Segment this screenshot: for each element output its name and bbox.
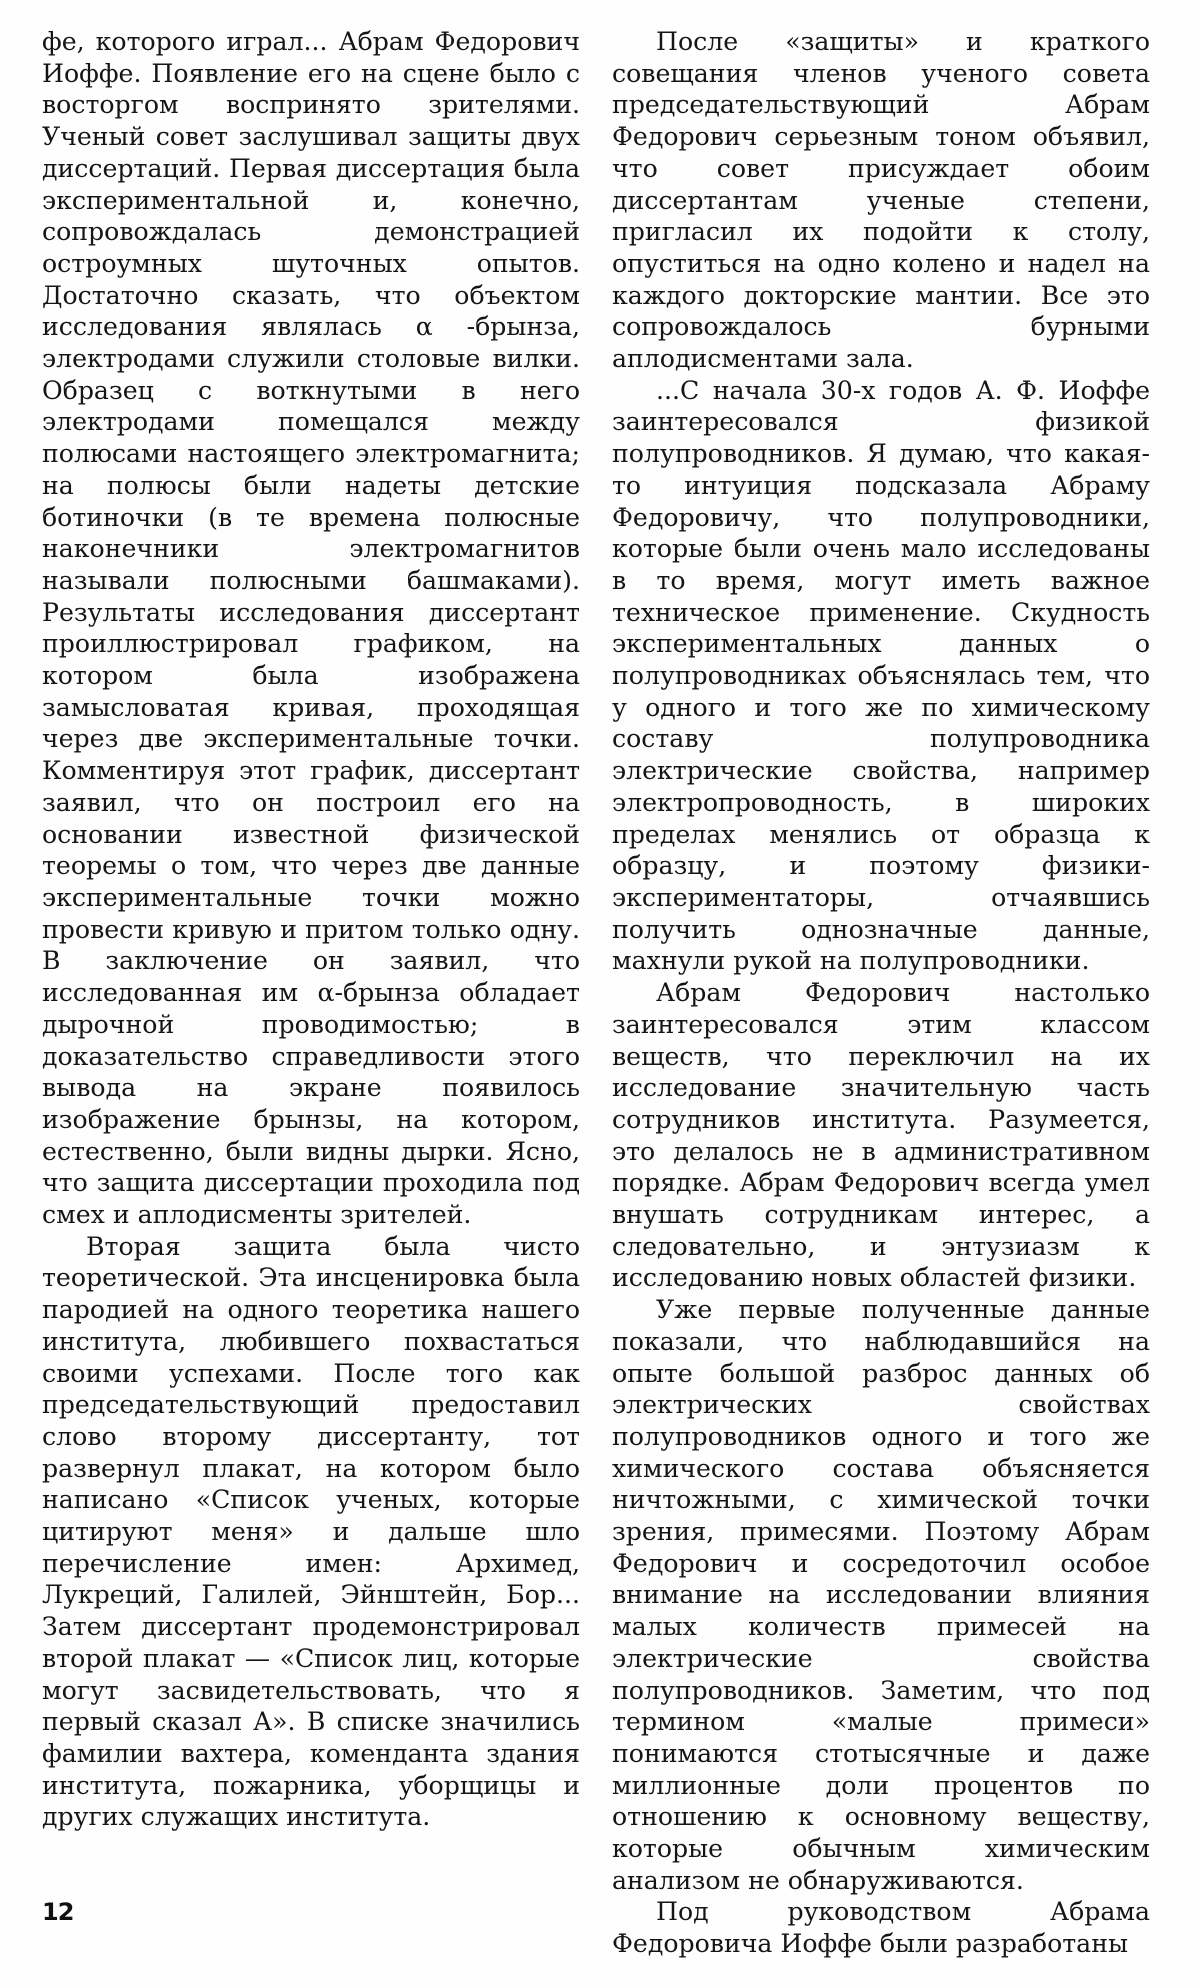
right-paragraph-1: После «защиты» и краткого совещания членов ученого совета председательствующий Абрам Федорович серьезным тоном объявил, что совет присуждает обоим диссертантам ученые степени, пригласил их подойти к столу, опуститься на одно колено и надел на каждого докторские мантии. Все это сопровождалось бурными аплодисментами зала. — [612, 27, 1150, 374]
right-text-column — [612, 26, 1150, 1960]
left-text-column — [42, 26, 580, 1833]
right-paragraph-4: Уже первые полученные данные показали, что наблюдавшийся на опыте большой разброс данных об электрических свойствах полупроводников одного и того же химического состава объясняется ничтожными, с химической точки зрения, примесями. Поэтому Абрам Федорович и сосредоточил особое внимание на исследовании влияния малых количеств примесей на электрические свойства полупроводников. Заметим, что под термином «малые примеси» понимаются стотысячные и даже миллионные доли процентов по отношению к основному веществу, которые обычным химическим анализом не обнаруживаются. — [612, 1295, 1150, 1895]
page-number: 12 — [42, 1898, 74, 1926]
right-paragraph-3: Абрам Федорович настолько заинтересовался этим классом веществ, что переключил на их исследование значительную часть сотрудников института. Разумеется, это делалось не в административном порядке. Абрам Федорович всегда умел внушать сотрудникам интерес, а следовательно, и энтузиазм к исследованию новых областей физики. — [612, 978, 1150, 1293]
right-paragraph-5: Под руководством Абрама Федоровича Иоффе были разработаны — [612, 1897, 1150, 1959]
left-paragraph-1: фе, которого играл... Абрам Федорович Иоффе. Появление его на сцене было с восторгом воспринято зрителями. Ученый совет заслушивал защиты двух диссертаций. Первая диссертация была экспериментальной и, конечно, сопровождалась демонстрацией остроумных шуточных опытов. Достаточно сказать, что объектом исследования являлась α -брынза, электродами служили столовые вилки. Образец с воткнутыми в него электродами помещался между полюсами настоящего электромагнита; на полюсы были надеты детские ботиночки (в те времена полюсные наконечники электромагнитов называли полюсными башмаками). Результаты исследования диссертант проиллюстрировал графиком, на котором была изображена замысловатая кривая, проходящая через две экспериментальные точки. Комментируя этот график, диссертант заявил, что он построил его на основании известной физической теоремы о том, что через две данные экспериментальные точки можно провести кривую и притом только одну. В заключение он заявил, что исследованная им α-брынза обладает дырочной проводимостью; в доказательство справедливости этого вывода на экране появилось изображение брынзы, на котором, естественно, были видны дырки. Ясно, что защита диссертации проходила под смех и аплодисменты зрителей. — [42, 27, 580, 1230]
left-paragraph-2: Вторая защита была чисто теоретической. Эта инсценировка была пародией на одного теоретика нашего института, любившего похвастаться своими успехами. После того как председательствующий предоставил слово второму диссертанту, тот развернул плакат, на котором было написано «Список ученых, которые цитируют меня» и дальше шло перечисление имен: Архимед, Лукреций, Галилей, Эйнштейн, Бор... Затем диссертант продемонстрировал второй плакат — «Список лиц, которые могут засвидетельствовать, что я первый сказал А». В списке значились фамилии вахтера, коменданта здания института, пожарника, уборщицы и других служащих института. — [42, 1231, 580, 1832]
right-paragraph-2: ...С начала 30-х годов А. Ф. Иоффе заинтересовался физикой полупроводников. Я думаю, что какая-то интуиция подсказала Абраму Федоровичу, что полупроводники, которые были очень мало исследованы в то время, могут иметь важное техническое применение. Скудность экспериментальных данных о полупроводниках объяснялась тем, что у одного и того же по химическому составу полупроводника электрические свойства, например электропроводность, в широких пределах менялись от образца к образцу, и поэтому физики-экспериментаторы, отчаявшись получить однозначные данные, махнули рукой на полупроводники. — [612, 375, 1150, 976]
